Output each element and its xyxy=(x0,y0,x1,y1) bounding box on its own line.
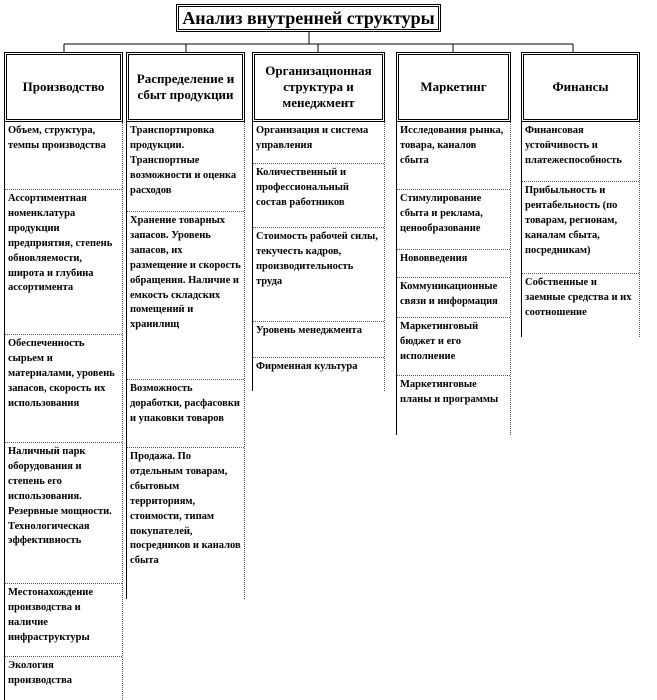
list-item: Финансовая устойчивость и платежеспособность xyxy=(522,122,639,182)
list-item: Исследования рынка, товара, каналов сбыта xyxy=(397,122,510,190)
list-item: Транспортировка продукции. Транспортные возможности и оценка расходов xyxy=(127,122,244,212)
column-marketing xyxy=(396,122,511,435)
list-item: Ассортиментная номенклатура продукции предприятия, степень обновляемости, широта и глубина ассортимента xyxy=(5,190,122,335)
list-item: Экология производства xyxy=(8,660,73,686)
list-item: Уровень менеджмента xyxy=(253,322,384,358)
list-item: Маркетинговые планы и программы xyxy=(400,379,499,405)
list-item: Стоимость рабочей силы, текучесть кадров, производительность труда xyxy=(253,228,384,322)
list-item: Количественный и профессиональный состав работников xyxy=(253,164,384,228)
list-item: Собственные и заемные средства и их соотношение xyxy=(525,277,632,318)
column-production xyxy=(4,122,123,700)
header-finance: Финансы xyxy=(521,52,640,122)
list-item: Организация и система управления xyxy=(253,122,384,164)
list-item: Наличный парк оборудования и степень его использования. Резервные мощности. Технологическая эффективность xyxy=(5,443,122,584)
header-distribution: Распределение и сбыт продукции xyxy=(126,52,245,122)
column-distribution xyxy=(126,122,245,599)
list-item: Обеспеченность сырьем и материалами, уровень запасов, скорость их использования xyxy=(5,335,122,443)
header-organization: Организационная структура и менеджмент xyxy=(252,52,385,122)
list-item: Хранение товарных запасов. Уровень запасов, их размещение и скорость обращения. Наличие и емкость складских помещений и хранилищ xyxy=(127,212,244,380)
list-item: Продажа. По отдельным товарам, сбытовым территориям, стоимости, типам покупателей, посредников и каналов сбыта xyxy=(130,451,241,567)
list-item: Коммуникационные связи и информация xyxy=(397,278,510,318)
header-production: Производство xyxy=(4,52,123,122)
list-item: Фирменная культура xyxy=(256,361,358,372)
list-item: Объем, структура, темпы производства xyxy=(5,122,122,190)
list-item: Маркетинговый бюджет и его исполнение xyxy=(397,318,510,376)
list-item: Нововведения xyxy=(397,250,510,278)
list-item: Прибыльность и рентабельность (по товарам, регионам, каналам сбыта, посредникам) xyxy=(522,182,639,274)
list-item: Возможность доработки, расфасовки и упаковки товаров xyxy=(127,380,244,448)
header-marketing: Маркетинг xyxy=(396,52,511,122)
diagram-title: Анализ внутренней структуры xyxy=(176,4,441,32)
list-item: Стимулирование сбыта и реклама, ценообразование xyxy=(397,190,510,250)
column-finance xyxy=(521,122,640,337)
list-item: Местонахождение производства и наличие инфраструктуры xyxy=(5,584,122,657)
column-organization xyxy=(252,122,385,391)
